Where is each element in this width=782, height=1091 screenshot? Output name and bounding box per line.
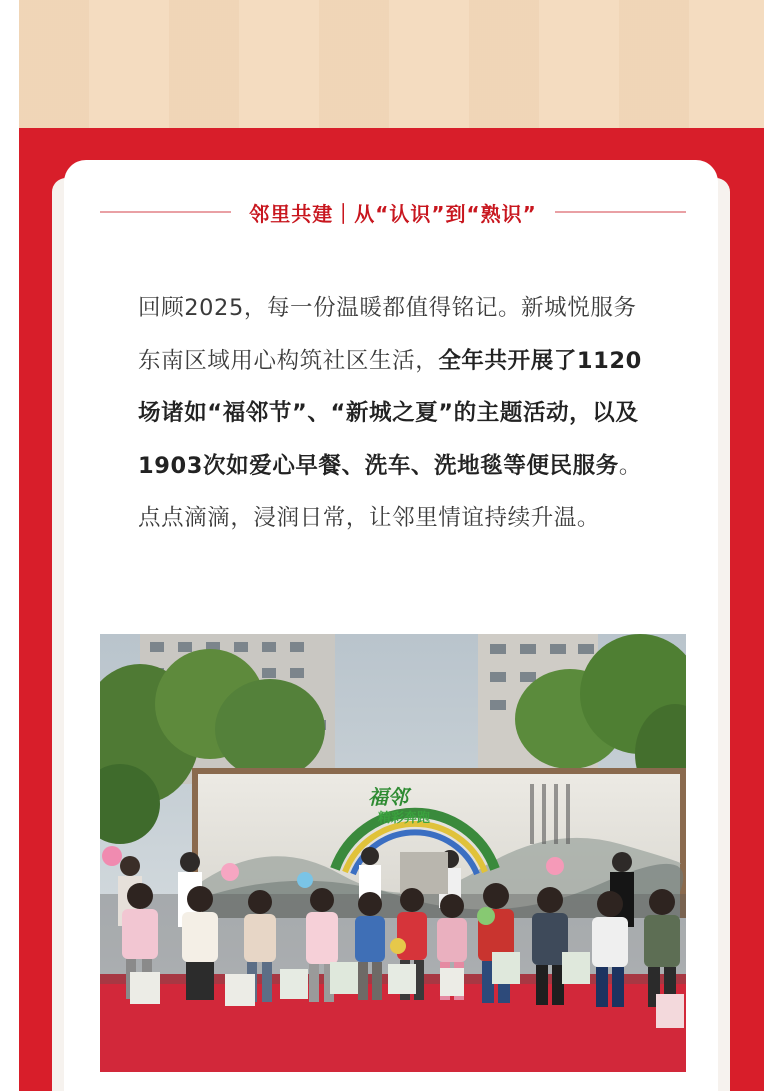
paragraph-text-1: 回顾2025，每一份温暖都值得铭记。新城悦服务东南区域用心构筑社区生活， [138,295,637,374]
section-title: 邻里共建｜从“认识”到“熟识” [249,201,537,226]
heading-rule-right [555,211,686,213]
banner-pattern [19,0,764,128]
stage-logo: 福邻 [368,785,408,809]
stage-subtitle: 精彩奔跑 [378,811,431,826]
event-photo [100,634,686,1072]
paragraph-bold-text: 全年共开展了1120场诸如“福邻节”、“新城之夏”的主题活动，以及1903次如爱心早餐、洗车、洗地毯等便民服务 [138,347,642,479]
top-banner [19,0,764,128]
section-heading [100,192,686,232]
heading-rule-left [100,211,231,213]
body-paragraph [138,282,650,545]
event-photo-illustration [100,634,686,1072]
paragraph-text-2: 。点点滴滴，浸润日常，让邻里情谊持续升温。 [138,452,642,532]
